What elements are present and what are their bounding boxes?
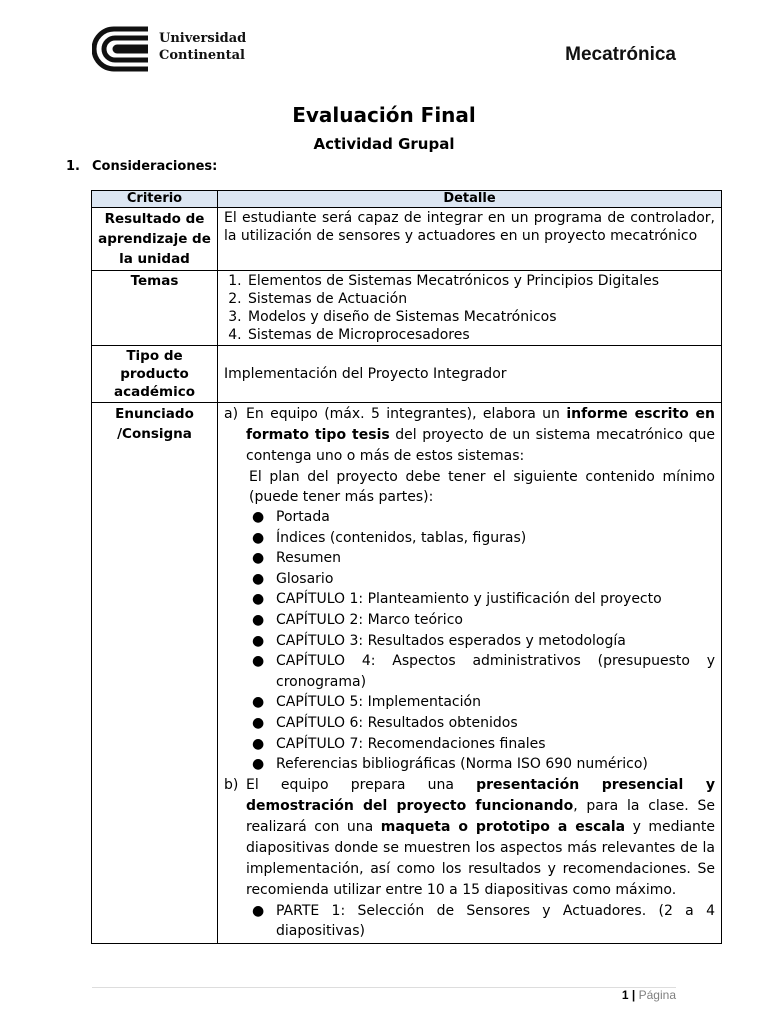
table-row-temas bbox=[92, 271, 722, 346]
tema-item: 3. Modelos y diseño de Sistemas Mecatrónicos bbox=[246, 308, 715, 326]
list-item: ● Referencias bibliográficas (Norma ISO 690 numérico) bbox=[252, 756, 648, 773]
list-item: ● Índices (contenidos, tablas, figuras) bbox=[252, 529, 527, 546]
header-criterio: Criterio bbox=[92, 191, 218, 208]
list-item: ● PARTE 1: Selección de Sensores y Actuadores. (2 a 4 diapositivas) bbox=[252, 902, 715, 940]
document-subtitle: Actividad Grupal bbox=[313, 135, 455, 153]
enunciado-item-b bbox=[224, 775, 715, 901]
contenido-list bbox=[224, 507, 715, 775]
temas-list bbox=[224, 272, 715, 344]
section-number: 1. bbox=[66, 159, 80, 174]
item-a-label: a) bbox=[224, 406, 239, 422]
section-label: Consideraciones: bbox=[92, 159, 218, 174]
header-course-title: Mecatrónica bbox=[565, 44, 676, 65]
criterio-tipo: Tipo de producto académico bbox=[92, 346, 218, 403]
document-title: Evaluación Final bbox=[292, 103, 476, 127]
footer-divider bbox=[92, 987, 676, 988]
tema-item: 4. Sistemas de Microprocesadores bbox=[246, 326, 715, 344]
list-item: ● CAPÍTULO 6: Resultados obtenidos bbox=[252, 714, 518, 731]
list-item: ● CAPÍTULO 7: Recomendaciones finales bbox=[252, 735, 546, 752]
detalle-enunciado bbox=[218, 403, 722, 944]
logo-text-line1: Universidad bbox=[159, 31, 247, 46]
item-b-label: b) bbox=[224, 776, 239, 793]
university-logo bbox=[92, 26, 252, 72]
list-item: ● Resumen bbox=[252, 550, 342, 567]
item-b-text: El equipo prepara una presentación presencial y demostración del proyecto funcionando, para la clase. Se realizará con una maqueta o prototipo a escala y mediante diapositivas donde se muestren los aspectos más relevantes de la implementación, así como los resultados y recomendaciones. Se recomienda utilizar entre 10 a 15 diapositivas como máximo. bbox=[246, 776, 715, 898]
detalle-temas bbox=[218, 271, 722, 346]
list-item: ● Glosario bbox=[252, 570, 334, 587]
tema-item: 1. Elementos de Sistemas Mecatrónicos y Principios Digitales bbox=[246, 272, 715, 290]
header-detalle: Detalle bbox=[218, 191, 722, 208]
enunciado-item-a bbox=[224, 404, 715, 467]
tema-item: 2. Sistemas de Actuación bbox=[246, 290, 715, 308]
list-item: ● CAPÍTULO 5: Implementación bbox=[252, 694, 481, 711]
detalle-resultado: El estudiante será capaz de integrar en un programa de controlador, la utilización de sensores y actuadores en un proyecto mecatrónico bbox=[218, 208, 722, 271]
criterio-temas: Temas bbox=[92, 271, 218, 346]
list-item: ● CAPÍTULO 3: Resultados esperados y metodología bbox=[252, 632, 626, 649]
section-heading bbox=[66, 159, 217, 174]
footer-separator: | bbox=[631, 988, 636, 1002]
page-footer bbox=[622, 988, 676, 1002]
list-item: ● CAPÍTULO 1: Planteamiento y justificación del proyecto bbox=[252, 591, 662, 608]
table-header-row bbox=[92, 191, 722, 208]
page-label: Página bbox=[638, 988, 676, 1002]
considerations-table bbox=[91, 190, 722, 944]
detalle-tipo: Implementación del Proyecto Integrador bbox=[218, 346, 722, 403]
plan-intro: El plan del proyecto debe tener el siguiente contenido mínimo (puede tener más partes): bbox=[249, 469, 715, 505]
table-row-enunciado bbox=[92, 403, 722, 944]
partes-list bbox=[224, 901, 715, 942]
item-a-text: En equipo (máx. 5 integrantes), elabora un informe escrito en formato tipo tesis del proyecto de un sistema mecatrónico que contenga uno o más de estos sistemas: bbox=[246, 406, 716, 464]
continental-logo-icon bbox=[92, 26, 150, 72]
table-row-resultado bbox=[92, 208, 722, 271]
criterio-resultado: Resultado de aprendizaje de la unidad bbox=[92, 208, 218, 271]
list-item: ● Portada bbox=[252, 509, 330, 525]
criterio-enunciado: Enunciado /Consigna bbox=[92, 403, 218, 944]
list-item: ● CAPÍTULO 4: Aspectos administrativos (presupuesto y cronograma) bbox=[252, 653, 715, 690]
page-number: 1 bbox=[621, 988, 629, 1002]
list-item: ● CAPÍTULO 2: Marco teórico bbox=[252, 611, 463, 628]
logo-text-line2: Continental bbox=[159, 48, 245, 63]
table-row-tipo bbox=[92, 346, 722, 403]
